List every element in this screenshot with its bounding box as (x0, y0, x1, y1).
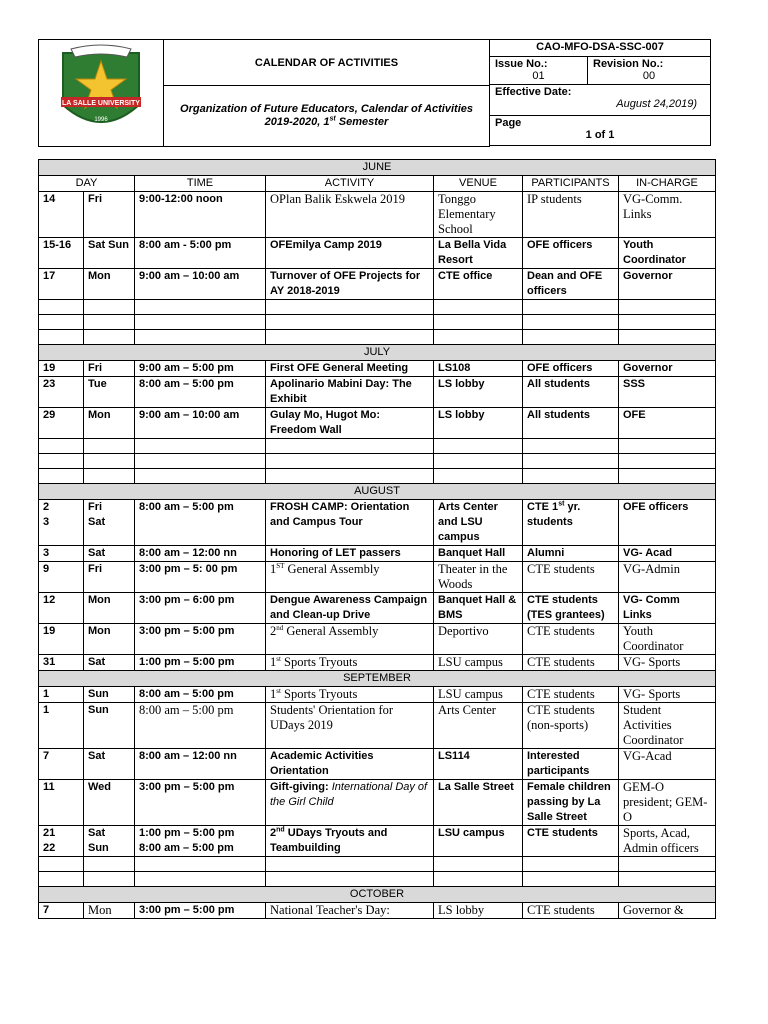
participants-cell: Alumni (523, 546, 619, 562)
activity-row (39, 703, 716, 749)
empty-cell (619, 872, 716, 887)
participants-cell: OFE officers (523, 238, 619, 269)
logo-text: LA SALLE UNIVERSITY (62, 99, 140, 107)
empty-cell (39, 315, 84, 330)
issue-field (490, 57, 588, 85)
activity-row (39, 377, 716, 408)
empty-cell (135, 439, 266, 454)
activity-cell: Turnover of OFE Projects for AY 2018-2019 (266, 269, 434, 300)
activity-row (39, 903, 716, 919)
day-cell: Mon (84, 408, 135, 439)
column-header-activity: ACTIVITY (266, 176, 434, 192)
empty-cell (434, 469, 523, 484)
empty-cell (434, 315, 523, 330)
in-charge-cell: Sports, Acad, Admin officers (619, 826, 716, 857)
page-field (490, 116, 711, 146)
month-heading: SEPTEMBER (39, 671, 716, 687)
empty-cell (266, 872, 434, 887)
empty-cell (523, 872, 619, 887)
in-charge-cell: Governor (619, 361, 716, 377)
empty-cell (434, 300, 523, 315)
participants-cell: Female children passing by La Salle Street (523, 780, 619, 826)
time-cell: 8:00 am – 5:00 pm (135, 687, 266, 703)
empty-cell (523, 300, 619, 315)
date-cell: 19 (39, 361, 84, 377)
empty-cell (39, 857, 84, 872)
empty-cell (84, 315, 135, 330)
in-charge-cell: Governor (619, 269, 716, 300)
empty-cell (135, 315, 266, 330)
venue-cell: LSU campus (434, 826, 523, 857)
activity-cell: 2nd UDays Tryouts and Teambuilding (266, 826, 434, 857)
month-heading: AUGUST (39, 484, 716, 500)
empty-row (39, 300, 716, 315)
empty-row (39, 469, 716, 484)
empty-cell (84, 439, 135, 454)
empty-cell (619, 439, 716, 454)
participants-cell: All students (523, 408, 619, 439)
day-cell: Sat Sun (84, 238, 135, 269)
activity-row (39, 593, 716, 624)
activity-row (39, 408, 716, 439)
in-charge-cell: OFE officers (619, 500, 716, 546)
activity-cell: First OFE General Meeting (266, 361, 434, 377)
in-charge-cell: VG- Sports (619, 655, 716, 671)
activity-row (39, 562, 716, 593)
month-row-august (39, 484, 716, 500)
time-cell: 8:00 am – 5:00 pm (135, 377, 266, 408)
day-cell: Mon (84, 593, 135, 624)
document-title: CALENDAR OF ACTIVITIES (164, 40, 490, 86)
empty-cell (434, 439, 523, 454)
participants-cell: CTE 1st yr. students (523, 500, 619, 546)
day-cell: Mon (84, 624, 135, 655)
empty-cell (266, 330, 434, 345)
empty-cell (266, 315, 434, 330)
date-cell: 9 (39, 562, 84, 593)
activity-row (39, 238, 716, 269)
empty-row (39, 454, 716, 469)
participants-cell: CTE students (523, 687, 619, 703)
date-cell: 11 (39, 780, 84, 826)
page-value: 1 of 1 (585, 129, 615, 141)
activity-row (39, 749, 716, 780)
day-cell: Fri (84, 192, 135, 238)
activity-cell: Honoring of LET passers (266, 546, 434, 562)
issue-label: Issue No.: (495, 58, 548, 70)
page-label: Page (495, 117, 522, 129)
in-charge-cell: VG- Comm Links (619, 593, 716, 624)
subtitle-line2: 2019-2020, 1st Semester (264, 115, 389, 128)
calendar-table (38, 159, 716, 919)
empty-cell (523, 330, 619, 345)
participants-cell: IP students (523, 192, 619, 238)
participants-cell: Dean and OFE officers (523, 269, 619, 300)
empty-cell (619, 315, 716, 330)
day-cell: Sun (84, 687, 135, 703)
empty-cell (135, 454, 266, 469)
time-cell: 8:00 am – 12:00 nn (135, 546, 266, 562)
participants-cell: CTE students (523, 655, 619, 671)
day-cell: Fri (84, 361, 135, 377)
empty-row (39, 857, 716, 872)
date-cell: 15-16 (39, 238, 84, 269)
empty-cell (39, 454, 84, 469)
in-charge-cell: VG- Sports (619, 687, 716, 703)
in-charge-cell: VG- Acad (619, 546, 716, 562)
date-cell: 1 (39, 703, 84, 749)
day-cell: Mon (84, 269, 135, 300)
day-cell: Wed (84, 780, 135, 826)
participants-cell: All students (523, 377, 619, 408)
empty-cell (84, 330, 135, 345)
activity-cell: 1ST General Assembly (266, 562, 434, 593)
venue-cell: Arts Center (434, 703, 523, 749)
venue-cell: LS lobby (434, 903, 523, 919)
empty-cell (619, 857, 716, 872)
month-heading: JULY (39, 345, 716, 361)
column-header-time: TIME (135, 176, 266, 192)
time-cell: 9:00 am – 5:00 pm (135, 361, 266, 377)
logo-cell (39, 40, 164, 147)
activity-cell: Students' Orientation for UDays 2019 (266, 703, 434, 749)
logo-year: 1996 (94, 116, 108, 123)
in-charge-cell: OFE (619, 408, 716, 439)
venue-cell: CTE office (434, 269, 523, 300)
activity-cell: Apolinario Mabini Day: The Exhibit (266, 377, 434, 408)
time-cell: 8:00 am – 5:00 pm (135, 500, 266, 546)
revision-field (588, 57, 711, 85)
venue-cell: LSU campus (434, 687, 523, 703)
activity-row (39, 546, 716, 562)
venue-cell: Arts Center and LSU campus (434, 500, 523, 546)
empty-cell (523, 439, 619, 454)
month-heading: OCTOBER (39, 887, 716, 903)
time-cell: 9:00 am – 10:00 am (135, 408, 266, 439)
venue-cell: Deportivo (434, 624, 523, 655)
participants-cell: OFE officers (523, 361, 619, 377)
date-cell: 7 (39, 749, 84, 780)
doc-code: CAO-MFO-DSA-SSC-007 (490, 40, 711, 57)
participants-cell: CTE students (523, 562, 619, 593)
time-cell: 3:00 pm – 6:00 pm (135, 593, 266, 624)
activity-row (39, 361, 716, 377)
empty-cell (135, 300, 266, 315)
column-header-row (39, 176, 716, 192)
time-cell: 3:00 pm – 5: 00 pm (135, 562, 266, 593)
time-cell: 9:00 am – 10:00 am (135, 269, 266, 300)
activity-cell: 1st Sports Tryouts (266, 655, 434, 671)
in-charge-cell: Youth Coordinator (619, 624, 716, 655)
activity-cell: 2nd General Assembly (266, 624, 434, 655)
activity-cell: Gift-giving: International Day of the Girl Child (266, 780, 434, 826)
empty-cell (39, 300, 84, 315)
empty-cell (266, 454, 434, 469)
venue-cell: Tonggo Elementary School (434, 192, 523, 238)
issue-value: 01 (532, 70, 545, 82)
empty-cell (434, 454, 523, 469)
empty-cell (39, 872, 84, 887)
in-charge-cell: VG-Admin (619, 562, 716, 593)
empty-cell (39, 330, 84, 345)
empty-cell (619, 454, 716, 469)
month-row-september (39, 671, 716, 687)
empty-cell (523, 454, 619, 469)
empty-cell (523, 315, 619, 330)
activity-row (39, 655, 716, 671)
column-header-venue: VENUE (434, 176, 523, 192)
participants-cell: CTE students (non-sports) (523, 703, 619, 749)
empty-cell (84, 454, 135, 469)
empty-cell (84, 857, 135, 872)
date-cell: 17 (39, 269, 84, 300)
empty-cell (84, 300, 135, 315)
day-cell: Sat (84, 749, 135, 780)
empty-cell (266, 439, 434, 454)
date-cell: 19 (39, 624, 84, 655)
time-cell: 3:00 pm – 5:00 pm (135, 624, 266, 655)
month-heading: JUNE (39, 160, 716, 176)
column-header-in-charge: IN-CHARGE (619, 176, 716, 192)
empty-cell (619, 330, 716, 345)
empty-cell (84, 872, 135, 887)
time-cell: 3:00 pm – 5:00 pm (135, 903, 266, 919)
month-row-july (39, 345, 716, 361)
activity-cell: OPlan Balik Eskwela 2019 (266, 192, 434, 238)
date-cell: 7 (39, 903, 84, 919)
empty-cell (266, 469, 434, 484)
participants-cell: CTE students (TES grantees) (523, 593, 619, 624)
day-cell: Sat (84, 655, 135, 671)
day-cell: Mon (84, 903, 135, 919)
participants-cell: Interested participants (523, 749, 619, 780)
empty-cell (434, 330, 523, 345)
in-charge-cell: Youth Coordinator (619, 238, 716, 269)
activity-cell: OFEmilya Camp 2019 (266, 238, 434, 269)
in-charge-cell: Governor & (619, 903, 716, 919)
in-charge-cell: VG-Acad (619, 749, 716, 780)
empty-cell (135, 469, 266, 484)
date-cell: 23 (39, 377, 84, 408)
revision-value: 00 (642, 70, 656, 82)
activity-cell: FROSH CAMP: Orientation and Campus Tour (266, 500, 434, 546)
venue-cell: La Bella Vida Resort (434, 238, 523, 269)
university-seal-icon (53, 43, 149, 139)
empty-row (39, 330, 716, 345)
activity-row (39, 687, 716, 703)
empty-cell (39, 469, 84, 484)
time-cell: 8:00 am – 12:00 nn (135, 749, 266, 780)
day-cell: Sat Sun (84, 826, 135, 857)
date-cell: 31 (39, 655, 84, 671)
in-charge-cell: GEM-O president; GEM-O (619, 780, 716, 826)
time-cell: 9:00-12:00 noon (135, 192, 266, 238)
date-cell: 3 (39, 546, 84, 562)
activity-cell: Dengue Awareness Campaign and Clean-up Drive (266, 593, 434, 624)
effective-value: August 24,2019) (616, 98, 698, 110)
day-cell: Sun (84, 703, 135, 749)
venue-cell: LS114 (434, 749, 523, 780)
activity-cell: National Teacher's Day: (266, 903, 434, 919)
time-cell: 8:00 am – 5:00 pm (135, 703, 266, 749)
time-cell: 1:00 pm – 5:00 pm (135, 655, 266, 671)
day-cell: Tue (84, 377, 135, 408)
document-header (38, 39, 711, 147)
effective-date-field (490, 85, 711, 116)
venue-cell: Banquet Hall & BMS (434, 593, 523, 624)
day-cell: Fri Sat (84, 500, 135, 546)
participants-cell: CTE students (523, 624, 619, 655)
time-cell: 1:00 pm – 5:00 pm 8:00 am – 5:00 pm (135, 826, 266, 857)
activity-row (39, 826, 716, 857)
empty-cell (523, 469, 619, 484)
in-charge-cell: SSS (619, 377, 716, 408)
date-cell: 12 (39, 593, 84, 624)
venue-cell: LSU campus (434, 655, 523, 671)
activity-row (39, 269, 716, 300)
activity-cell: Academic Activities Orientation (266, 749, 434, 780)
subtitle-line1: Organization of Future Educators, Calendar of Activities (180, 103, 473, 115)
revision-label: Revision No.: (593, 58, 664, 70)
date-cell: 1 (39, 687, 84, 703)
activity-row (39, 780, 716, 826)
empty-cell (135, 857, 266, 872)
date-cell: 2 3 (39, 500, 84, 546)
venue-cell: LS lobby (434, 408, 523, 439)
document-subtitle (164, 86, 490, 147)
activity-row (39, 500, 716, 546)
empty-cell (619, 300, 716, 315)
empty-cell (266, 300, 434, 315)
date-cell: 14 (39, 192, 84, 238)
in-charge-cell: VG-Comm. Links (619, 192, 716, 238)
time-cell: 8:00 am - 5:00 pm (135, 238, 266, 269)
empty-cell (266, 857, 434, 872)
activity-cell: Gulay Mo, Hugot Mo: Freedom Wall (266, 408, 434, 439)
empty-row (39, 315, 716, 330)
date-cell: 21 22 (39, 826, 84, 857)
activity-cell: 1st Sports Tryouts (266, 687, 434, 703)
effective-label: Effective Date: (495, 86, 572, 98)
month-row-october (39, 887, 716, 903)
empty-cell (39, 439, 84, 454)
in-charge-cell: Student Activities Coordinator (619, 703, 716, 749)
empty-cell (619, 469, 716, 484)
venue-cell: La Salle Street (434, 780, 523, 826)
day-cell: Sat (84, 546, 135, 562)
participants-cell: CTE students (523, 903, 619, 919)
empty-row (39, 872, 716, 887)
venue-cell: Theater in the Woods (434, 562, 523, 593)
column-header-day: DAY (39, 176, 135, 192)
activity-row (39, 192, 716, 238)
empty-cell (523, 857, 619, 872)
venue-cell: Banquet Hall (434, 546, 523, 562)
empty-cell (434, 857, 523, 872)
empty-cell (84, 469, 135, 484)
day-cell: Fri (84, 562, 135, 593)
time-cell: 3:00 pm – 5:00 pm (135, 780, 266, 826)
venue-cell: LS108 (434, 361, 523, 377)
venue-cell: LS lobby (434, 377, 523, 408)
empty-cell (135, 330, 266, 345)
date-cell: 29 (39, 408, 84, 439)
activity-row (39, 624, 716, 655)
empty-cell (434, 872, 523, 887)
column-header-participants: PARTICIPANTS (523, 176, 619, 192)
participants-cell: CTE students (523, 826, 619, 857)
empty-cell (135, 872, 266, 887)
empty-row (39, 439, 716, 454)
month-row-june (39, 160, 716, 176)
